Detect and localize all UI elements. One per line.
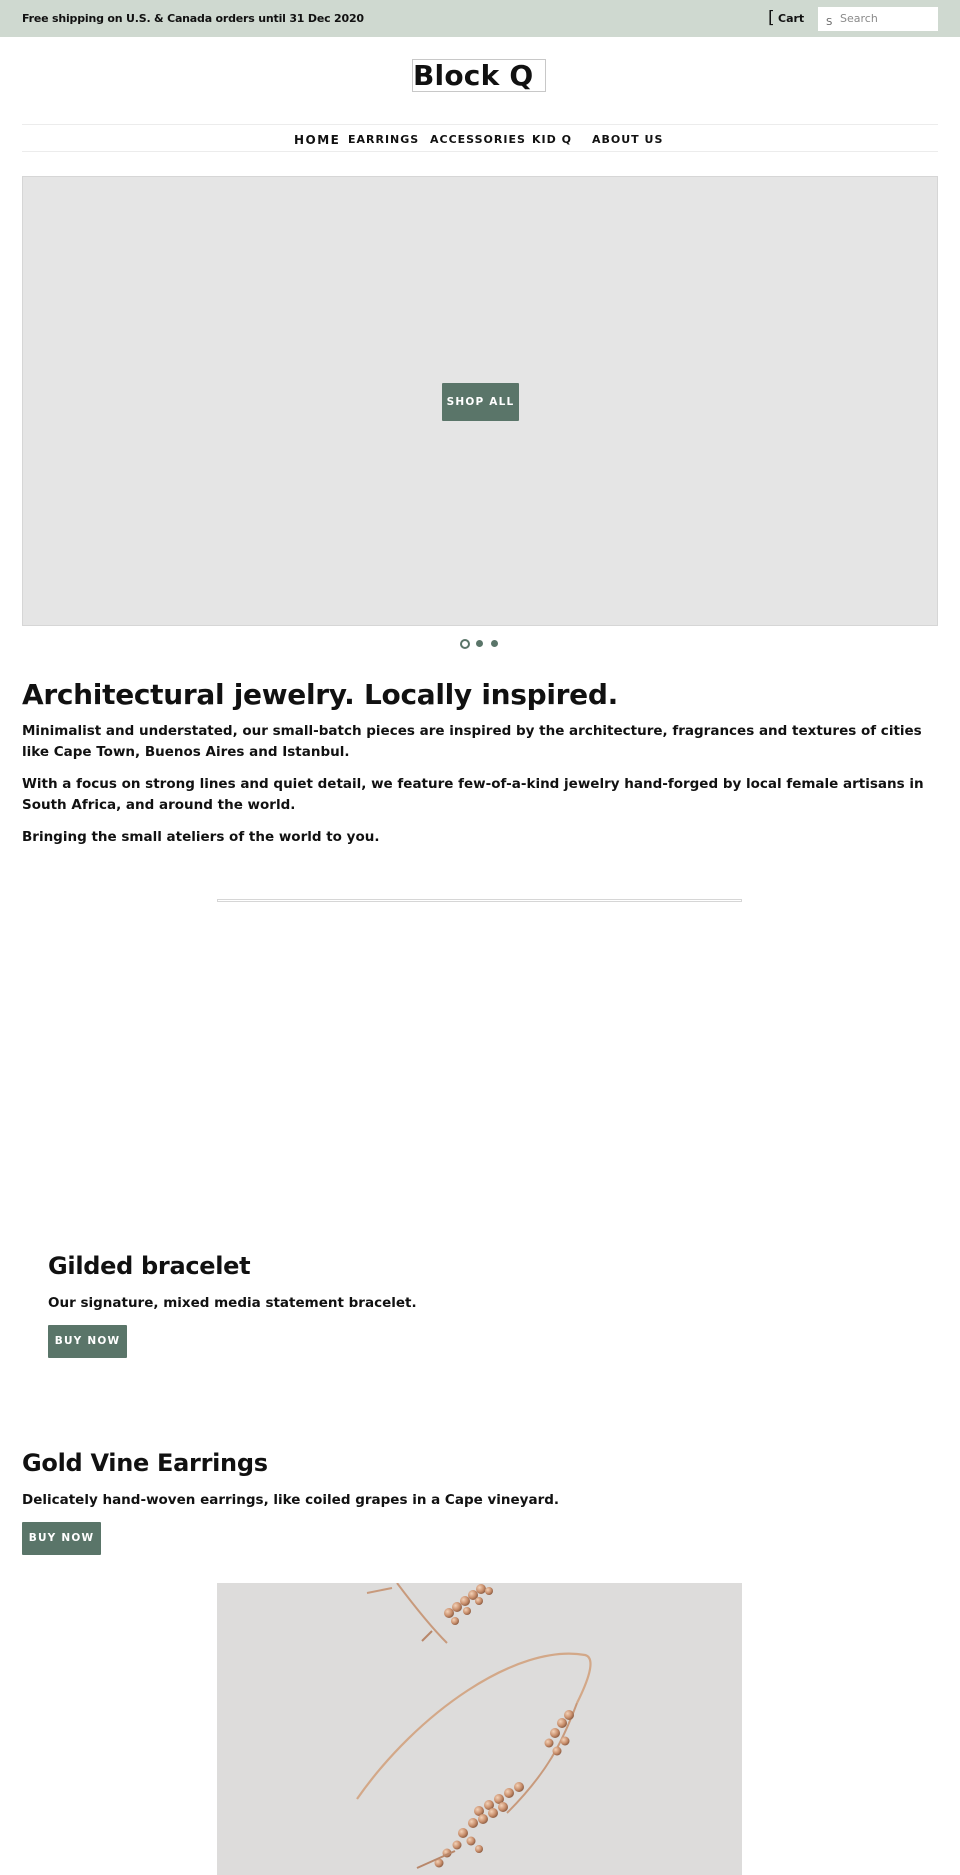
hero-slideshow [22,176,938,626]
cart-icon[interactable]: [ [768,8,775,28]
announcement-text: Free shipping on U.S. & Canada orders until 31 Dec 2020 [22,12,364,25]
announcement-bar [0,0,960,37]
nav-item-earrings[interactable]: EARRINGS [348,133,420,146]
site-logo[interactable]: Block Q [412,59,546,92]
intro-paragraph-2: With a focus on strong lines and quiet detail, we feature few-of-a-kind jewelry hand-forged by local female artisans in South Africa, and around the world. [22,776,924,813]
nav-item-accessories[interactable]: ACCESSORIES [430,133,526,146]
slide-dot-1[interactable] [460,639,470,649]
section-divider [217,899,742,902]
buy-now-button-earrings[interactable]: BUY NOW [22,1522,101,1555]
intro-title: Architectural jewelry. Locally inspired. [22,678,618,711]
cart-link[interactable]: Cart [778,12,805,25]
intro-paragraph-1: Minimalist and understated, our small-batch pieces are inspired by the architecture, fragrances and textures of cities like Cape Town, Buenos Aires and Istanbul. [22,723,922,760]
slide-dot-3[interactable] [491,640,498,647]
feature-subtitle-earrings: Delicately hand-woven earrings, like coiled grapes in a Cape vineyard. [22,1492,560,1508]
search-icon: S [826,17,833,28]
search-box[interactable] [818,7,938,31]
slide-dot-2[interactable] [476,640,483,647]
feature-title-earrings: Gold Vine Earrings [22,1449,268,1477]
intro-paragraph-3: Bringing the small ateliers of the world to you. [22,829,380,845]
buy-now-button-bracelet[interactable]: BUY NOW [48,1325,127,1358]
earrings-illustration [217,1583,742,1875]
shop-all-button[interactable]: SHOP ALL [442,383,519,421]
feature-title-bracelet: Gilded bracelet [48,1252,251,1280]
feature-subtitle-bracelet: Our signature, mixed media statement bracelet. [48,1295,417,1311]
nav-item-kid-q[interactable]: KID Q [532,133,572,146]
main-nav [22,124,938,152]
earrings-product-image[interactable] [217,1583,742,1875]
search-input[interactable] [840,10,932,27]
nav-item-about-us[interactable]: ABOUT US [592,133,664,146]
nav-item-home[interactable]: HOME [294,133,341,147]
